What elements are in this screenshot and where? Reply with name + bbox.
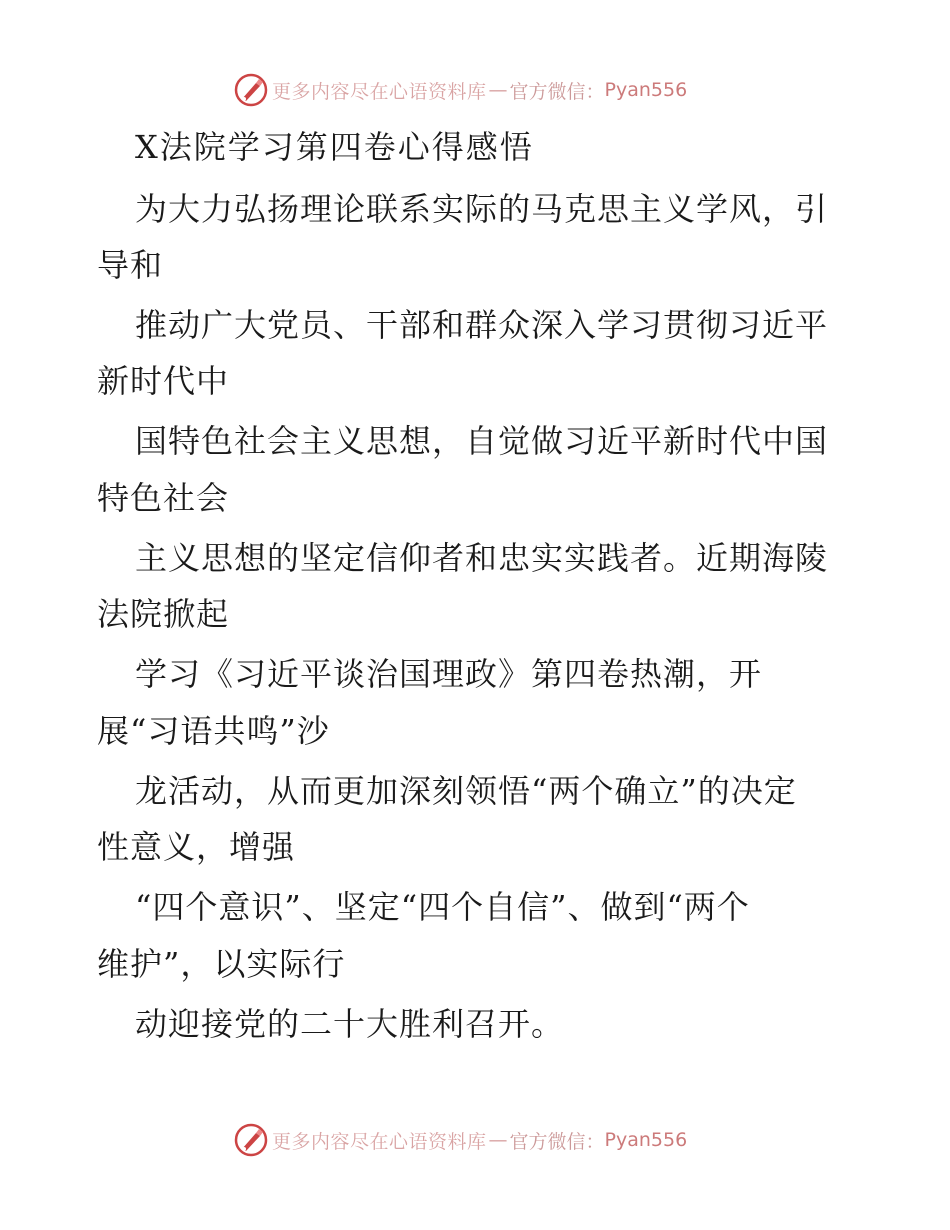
pen-logo-icon bbox=[234, 1123, 268, 1157]
body-line: 法院掀起 bbox=[97, 595, 230, 633]
document-title: X法院学习第四卷心得感悟 bbox=[135, 128, 534, 166]
header-watermark bbox=[234, 72, 687, 108]
pen-logo-icon bbox=[234, 73, 268, 107]
watermark-text: 更多内容尽在心语资料库 bbox=[272, 1130, 487, 1153]
body-line: 为大力弘扬理论联系实际的马克思主义学风，引 bbox=[135, 190, 829, 228]
body-line: 导和 bbox=[97, 246, 164, 284]
body-line: 国特色社会主义思想，自觉做习近平新时代中国 bbox=[135, 422, 829, 460]
body-line: 龙活动，从而更加深刻领悟“两个确立”的决定 bbox=[135, 772, 797, 810]
watermark-label: 官方微信： bbox=[509, 80, 605, 103]
watermark-text: 更多内容尽在心语资料库 bbox=[272, 80, 487, 103]
body-line: 特色社会 bbox=[97, 479, 230, 517]
body-line: 维护”，以实际行 bbox=[97, 945, 346, 983]
body-line: 推动广大党员、干部和群众深入学习贯彻习近平 bbox=[135, 306, 829, 344]
watermark-label: 官方微信： bbox=[509, 1130, 605, 1153]
body-line: 新时代中 bbox=[97, 362, 230, 400]
body-line: 性意义，增强 bbox=[97, 828, 296, 866]
body-line: 主义思想的坚定信仰者和忠实实践者。近期海陵 bbox=[135, 539, 829, 577]
body-line: “四个意识”、坚定“四个自信”、做到“两个 bbox=[135, 888, 750, 926]
body-line: 学习《习近平谈治国理政》第四卷热潮，开 bbox=[135, 655, 763, 693]
watermark-wechat-id: Pyan556 bbox=[604, 79, 688, 101]
watermark-dash: — bbox=[488, 79, 508, 101]
body-line: 动迎接党的二十大胜利召开。 bbox=[135, 1005, 565, 1043]
watermark-dash: — bbox=[488, 1129, 508, 1151]
watermark-wechat-id: Pyan556 bbox=[604, 1129, 688, 1151]
footer-watermark bbox=[234, 1122, 687, 1158]
body-line: 展“习语共鸣”沙 bbox=[97, 712, 330, 750]
